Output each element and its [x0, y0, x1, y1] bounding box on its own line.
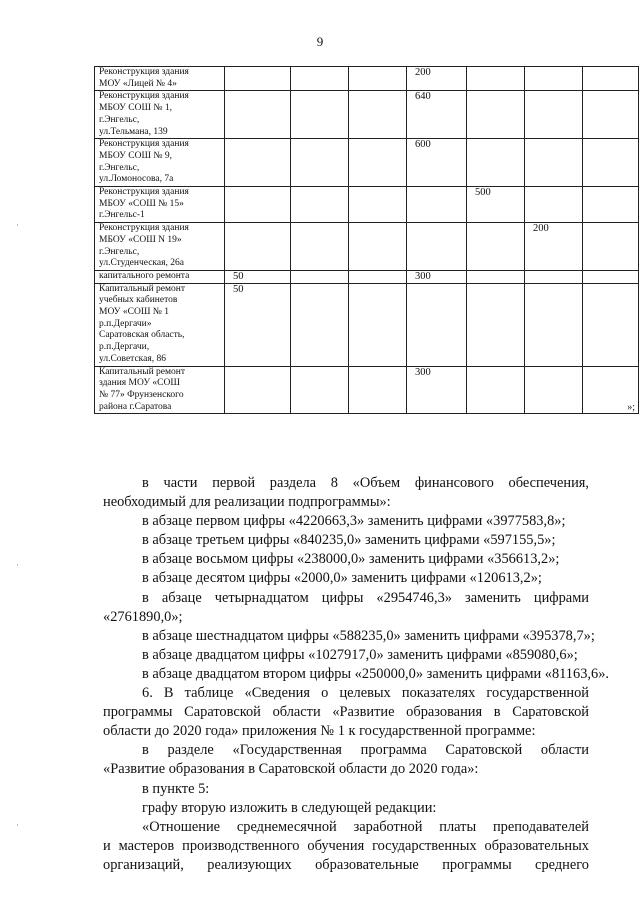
row-name-cell: Реконструкция здания МБОУ СОШ № 1, г.Энгельс, ул.Тельмана, 139 [95, 91, 225, 139]
row-name-cell: Реконструкция здания МБОУ «СОШ № 15» г.Энгельс-1 [95, 187, 225, 223]
value-cell: 200 [407, 67, 467, 91]
value-cell [467, 366, 525, 414]
value-cell [349, 283, 407, 366]
value-cell [291, 270, 349, 283]
text-line: графу вторую изложить в следующей редакции: [142, 799, 437, 816]
table-row [95, 283, 639, 366]
text-line: и мастеров производственного обучения государственных образовательных [103, 837, 589, 854]
value-cell [225, 67, 291, 91]
table-row [95, 223, 639, 271]
value-cell: 50 [225, 283, 291, 366]
value-cell [583, 283, 639, 366]
table-row [95, 91, 639, 139]
value-cell [525, 270, 583, 283]
table-row [95, 187, 639, 223]
row-name-cell: капитального ремонта [95, 270, 225, 283]
closing-quote-mark: »; [583, 366, 639, 414]
text-line: программы Саратовской области «Развитие образования в Саратовской [103, 704, 589, 721]
value-cell [225, 91, 291, 139]
value-cell [525, 283, 583, 366]
value-cell: 50 [225, 270, 291, 283]
value-cell [291, 283, 349, 366]
value-cell [349, 187, 407, 223]
value-cell [525, 67, 583, 91]
value-cell: 640 [407, 91, 467, 139]
value-cell: 300 [407, 270, 467, 283]
margin-mark: · [16, 220, 19, 230]
value-cell [583, 139, 639, 187]
row-name-cell: Реконструкция здания МБОУ «СОШ N 19» г.Энгельс, ул.Студенческая, 26а [95, 223, 225, 271]
value-cell [583, 67, 639, 91]
text-line: в абзаце двадцатом втором цифры «250000,0» заменить цифрами «81163,6». [142, 665, 609, 682]
text-line: в абзаце четырнадцатом цифры «2954746,3» заменить цифрами [142, 589, 589, 606]
text-line: в пункте 5: [142, 780, 210, 797]
value-cell [349, 67, 407, 91]
value-cell [525, 139, 583, 187]
value-cell [525, 366, 583, 414]
amendment-text [103, 474, 609, 875]
value-cell: 500 [467, 187, 525, 223]
value-cell [225, 139, 291, 187]
table-row [95, 67, 639, 91]
row-name-cell: Реконструкция здания МБОУ СОШ № 9, г.Энгельс, ул.Ломоносова, 7а [95, 139, 225, 187]
text-line: в абзаце шестнадцатом цифры «588235,0» заменить цифрами «395378,7»; [142, 627, 595, 644]
value-cell: 600 [407, 139, 467, 187]
value-cell [583, 187, 639, 223]
text-line: в абзаце десятом цифры «2000,0» заменить цифрами «120613,2»; [142, 570, 542, 587]
value-cell [583, 91, 639, 139]
value-cell [583, 270, 639, 283]
text-line: «Отношение среднемесячной заработной платы преподавателей [142, 818, 589, 835]
row-name-cell: Капитальный ремонт здания МОУ «СОШ № 77» Фрунзенского района г.Саратова [95, 366, 225, 414]
text-line: в части первой раздела 8 «Объем финансового обеспечения, [142, 475, 589, 491]
row-name-cell: Реконструкция здания МОУ «Лицей № 4» [95, 67, 225, 91]
text-line: в разделе «Государственная программа Саратовской области [142, 742, 589, 759]
text-line: 6. В таблице «Сведения о целевых показателях государственной [142, 685, 589, 702]
text-line: в абзаце двадцатом цифры «1027917,0» заменить цифрами «859080,6»; [142, 646, 578, 663]
table-row [95, 366, 639, 414]
value-cell [291, 91, 349, 139]
text-line: «Развитие образования в Саратовской области до 2020 года»: [103, 761, 479, 778]
value-cell [467, 283, 525, 366]
table-row [95, 139, 639, 187]
value-cell [291, 223, 349, 271]
value-cell [225, 366, 291, 414]
value-cell [407, 283, 467, 366]
value-cell [467, 223, 525, 271]
budget-table [94, 66, 639, 414]
value-cell [291, 139, 349, 187]
text-line: в абзаце третьем цифры «840235,0» заменить цифрами «597155,5»; [142, 532, 556, 549]
margin-mark: · [16, 820, 19, 830]
text-line: области до 2020 года» приложения № 1 к государственной программе: [103, 723, 536, 740]
text-line: «2761890,0»; [103, 608, 183, 625]
page-number: 9 [316, 34, 324, 49]
value-cell [407, 223, 467, 271]
value-cell [225, 223, 291, 271]
value-cell [225, 187, 291, 223]
text-line: в абзаце первом цифры «4220663,3» заменить цифрами «3977583,8»; [142, 513, 566, 530]
value-cell: 300 [407, 366, 467, 414]
value-cell [467, 91, 525, 139]
table-row [95, 270, 639, 283]
row-name-cell: Капитальный ремонт учебных кабинетов МОУ «СОШ № 1 р.п.Дергачи» Саратовская область, р.п.Дергачи, ул.Советская, 86 [95, 283, 225, 366]
value-cell [349, 91, 407, 139]
value-cell [291, 67, 349, 91]
text-line: в абзаце восьмом цифры «238000,0» заменить цифрами «356613,2»; [142, 551, 560, 568]
value-cell [467, 139, 525, 187]
value-cell: 200 [525, 223, 583, 271]
value-cell [583, 223, 639, 271]
value-cell [407, 187, 467, 223]
value-cell [349, 139, 407, 187]
value-cell [349, 366, 407, 414]
value-cell [291, 366, 349, 414]
value-cell [525, 187, 583, 223]
text-line: необходимый для реализации подпрограммы»: [103, 494, 391, 511]
value-cell [291, 187, 349, 223]
value-cell [467, 270, 525, 283]
text-line: организаций, реализующих образовательные программы среднего [103, 856, 589, 873]
margin-mark: · [16, 560, 19, 570]
value-cell [349, 270, 407, 283]
value-cell [525, 91, 583, 139]
value-cell [467, 67, 525, 91]
value-cell [349, 223, 407, 271]
